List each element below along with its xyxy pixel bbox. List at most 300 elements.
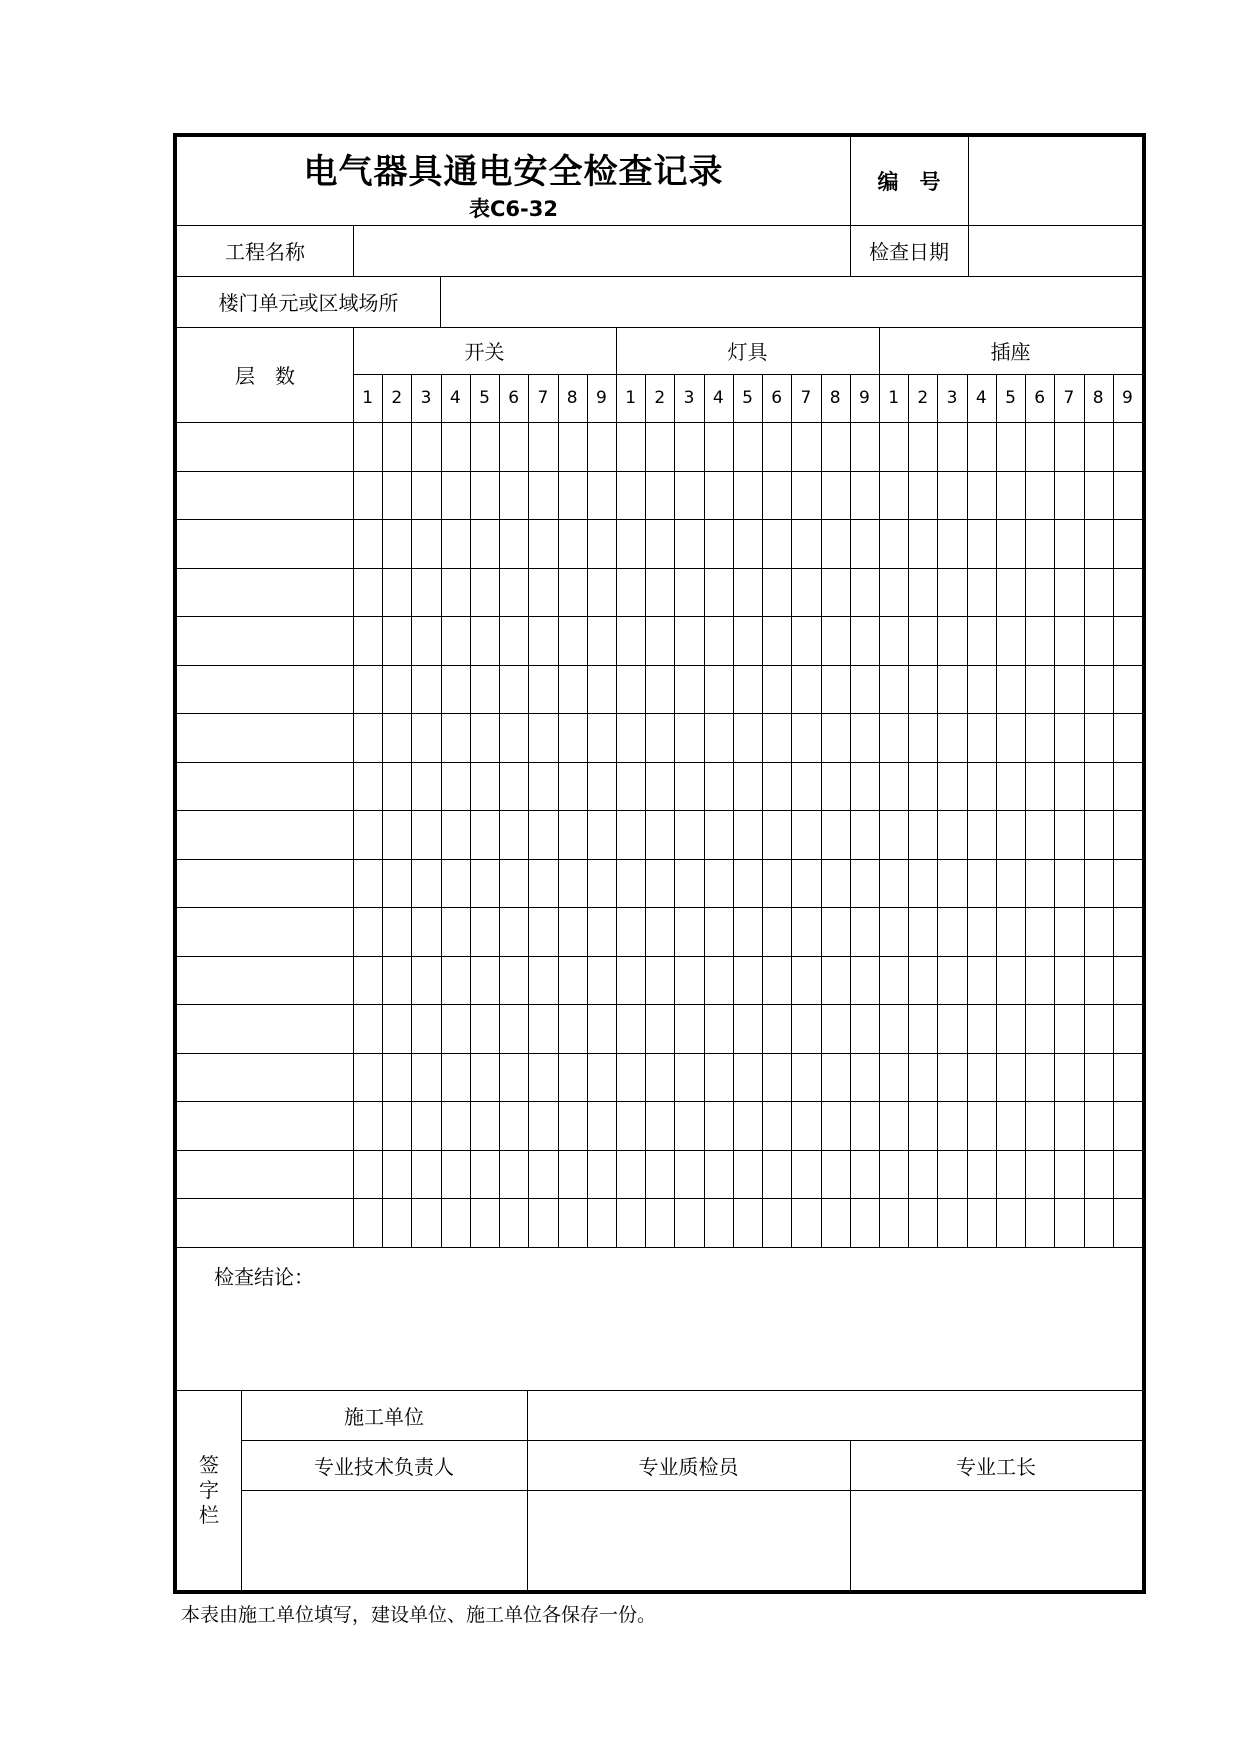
check-cell[interactable] bbox=[879, 1101, 908, 1150]
check-cell[interactable] bbox=[674, 1198, 703, 1247]
check-cell[interactable] bbox=[587, 519, 616, 568]
check-cell[interactable] bbox=[996, 1198, 1025, 1247]
check-cell[interactable] bbox=[791, 907, 820, 956]
check-cell[interactable] bbox=[1113, 956, 1142, 1005]
check-cell[interactable] bbox=[353, 1053, 382, 1102]
check-cell[interactable] bbox=[645, 1004, 674, 1053]
check-cell[interactable] bbox=[616, 810, 645, 859]
check-cell[interactable] bbox=[411, 519, 440, 568]
check-cell[interactable] bbox=[937, 1101, 966, 1150]
role-signature-field-3[interactable] bbox=[850, 1490, 1142, 1590]
check-cell[interactable] bbox=[616, 956, 645, 1005]
check-cell[interactable] bbox=[499, 1198, 528, 1247]
check-cell[interactable] bbox=[1084, 616, 1113, 665]
check-cell[interactable] bbox=[996, 568, 1025, 617]
check-cell[interactable] bbox=[528, 1053, 557, 1102]
check-cell[interactable] bbox=[1084, 422, 1113, 471]
check-cell[interactable] bbox=[558, 665, 587, 714]
check-cell[interactable] bbox=[558, 859, 587, 908]
check-cell[interactable] bbox=[499, 1150, 528, 1199]
check-cell[interactable] bbox=[587, 907, 616, 956]
check-cell[interactable] bbox=[733, 568, 762, 617]
check-cell[interactable] bbox=[1025, 1004, 1054, 1053]
check-cell[interactable] bbox=[441, 665, 470, 714]
check-cell[interactable] bbox=[733, 859, 762, 908]
check-cell[interactable] bbox=[908, 1004, 937, 1053]
check-cell[interactable] bbox=[762, 616, 791, 665]
check-cell[interactable] bbox=[821, 1004, 850, 1053]
check-cell[interactable] bbox=[411, 810, 440, 859]
check-cell[interactable] bbox=[616, 1101, 645, 1150]
check-cell[interactable] bbox=[382, 907, 411, 956]
check-cell[interactable] bbox=[762, 665, 791, 714]
check-cell[interactable] bbox=[1054, 713, 1083, 762]
check-cell[interactable] bbox=[762, 1198, 791, 1247]
check-cell[interactable] bbox=[411, 1101, 440, 1150]
check-cell[interactable] bbox=[1054, 568, 1083, 617]
check-cell[interactable] bbox=[353, 665, 382, 714]
check-cell[interactable] bbox=[499, 616, 528, 665]
check-cell[interactable] bbox=[353, 616, 382, 665]
check-cell[interactable] bbox=[733, 1053, 762, 1102]
check-cell[interactable] bbox=[996, 762, 1025, 811]
check-cell[interactable] bbox=[411, 859, 440, 908]
check-cell[interactable] bbox=[967, 1101, 996, 1150]
check-cell[interactable] bbox=[850, 568, 879, 617]
check-cell[interactable] bbox=[821, 1150, 850, 1199]
check-cell[interactable] bbox=[762, 422, 791, 471]
check-cell[interactable] bbox=[879, 810, 908, 859]
check-cell[interactable] bbox=[470, 859, 499, 908]
check-cell[interactable] bbox=[996, 859, 1025, 908]
check-cell[interactable] bbox=[558, 1101, 587, 1150]
check-cell[interactable] bbox=[704, 859, 733, 908]
check-cell[interactable] bbox=[674, 956, 703, 1005]
check-cell[interactable] bbox=[470, 1101, 499, 1150]
check-cell[interactable] bbox=[1113, 665, 1142, 714]
check-cell[interactable] bbox=[821, 1101, 850, 1150]
check-cell[interactable] bbox=[1025, 1101, 1054, 1150]
check-cell[interactable] bbox=[1113, 1101, 1142, 1150]
check-cell[interactable] bbox=[967, 956, 996, 1005]
check-cell[interactable] bbox=[528, 1004, 557, 1053]
floor-cell[interactable] bbox=[177, 519, 353, 568]
check-cell[interactable] bbox=[587, 1053, 616, 1102]
check-cell[interactable] bbox=[645, 519, 674, 568]
check-cell[interactable] bbox=[967, 471, 996, 520]
check-cell[interactable] bbox=[1054, 762, 1083, 811]
check-cell[interactable] bbox=[850, 713, 879, 762]
check-cell[interactable] bbox=[587, 956, 616, 1005]
check-cell[interactable] bbox=[470, 810, 499, 859]
check-cell[interactable] bbox=[528, 1198, 557, 1247]
check-cell[interactable] bbox=[528, 810, 557, 859]
check-cell[interactable] bbox=[382, 519, 411, 568]
check-cell[interactable] bbox=[821, 762, 850, 811]
check-cell[interactable] bbox=[850, 1053, 879, 1102]
check-cell[interactable] bbox=[528, 956, 557, 1005]
check-cell[interactable] bbox=[879, 471, 908, 520]
check-cell[interactable] bbox=[470, 1053, 499, 1102]
check-cell[interactable] bbox=[1054, 956, 1083, 1005]
check-cell[interactable] bbox=[996, 471, 1025, 520]
check-cell[interactable] bbox=[1025, 713, 1054, 762]
check-cell[interactable] bbox=[850, 907, 879, 956]
check-cell[interactable] bbox=[528, 665, 557, 714]
check-cell[interactable] bbox=[791, 1101, 820, 1150]
check-cell[interactable] bbox=[441, 519, 470, 568]
check-cell[interactable] bbox=[645, 1053, 674, 1102]
check-cell[interactable] bbox=[762, 519, 791, 568]
check-cell[interactable] bbox=[528, 471, 557, 520]
check-cell[interactable] bbox=[1054, 1101, 1083, 1150]
check-cell[interactable] bbox=[645, 1198, 674, 1247]
check-cell[interactable] bbox=[499, 568, 528, 617]
check-cell[interactable] bbox=[908, 1053, 937, 1102]
check-cell[interactable] bbox=[908, 956, 937, 1005]
check-cell[interactable] bbox=[558, 810, 587, 859]
project-name-field[interactable] bbox=[353, 225, 850, 276]
check-cell[interactable] bbox=[996, 519, 1025, 568]
check-cell[interactable] bbox=[411, 956, 440, 1005]
floor-cell[interactable] bbox=[177, 956, 353, 1005]
check-cell[interactable] bbox=[470, 1150, 499, 1199]
floor-cell[interactable] bbox=[177, 1004, 353, 1053]
check-cell[interactable] bbox=[908, 1101, 937, 1150]
check-cell[interactable] bbox=[353, 1198, 382, 1247]
check-cell[interactable] bbox=[587, 859, 616, 908]
check-cell[interactable] bbox=[879, 568, 908, 617]
check-cell[interactable] bbox=[499, 471, 528, 520]
check-cell[interactable] bbox=[528, 1150, 557, 1199]
check-cell[interactable] bbox=[382, 568, 411, 617]
check-cell[interactable] bbox=[791, 616, 820, 665]
check-cell[interactable] bbox=[821, 568, 850, 617]
check-cell[interactable] bbox=[762, 810, 791, 859]
check-cell[interactable] bbox=[558, 568, 587, 617]
check-cell[interactable] bbox=[1025, 1150, 1054, 1199]
check-cell[interactable] bbox=[441, 471, 470, 520]
check-cell[interactable] bbox=[967, 665, 996, 714]
check-cell[interactable] bbox=[382, 1198, 411, 1247]
check-cell[interactable] bbox=[470, 956, 499, 1005]
check-cell[interactable] bbox=[879, 713, 908, 762]
check-cell[interactable] bbox=[908, 907, 937, 956]
check-cell[interactable] bbox=[791, 1004, 820, 1053]
check-cell[interactable] bbox=[762, 907, 791, 956]
check-cell[interactable] bbox=[850, 1150, 879, 1199]
check-cell[interactable] bbox=[411, 422, 440, 471]
check-cell[interactable] bbox=[791, 1198, 820, 1247]
check-cell[interactable] bbox=[528, 1101, 557, 1150]
check-cell[interactable] bbox=[353, 471, 382, 520]
check-cell[interactable] bbox=[674, 568, 703, 617]
check-cell[interactable] bbox=[850, 1198, 879, 1247]
check-cell[interactable] bbox=[908, 1198, 937, 1247]
check-cell[interactable] bbox=[937, 762, 966, 811]
check-cell[interactable] bbox=[558, 422, 587, 471]
check-cell[interactable] bbox=[353, 422, 382, 471]
check-cell[interactable] bbox=[908, 1150, 937, 1199]
check-cell[interactable] bbox=[733, 665, 762, 714]
check-cell[interactable] bbox=[645, 1150, 674, 1199]
check-cell[interactable] bbox=[616, 616, 645, 665]
check-cell[interactable] bbox=[616, 1004, 645, 1053]
check-cell[interactable] bbox=[499, 810, 528, 859]
check-cell[interactable] bbox=[791, 665, 820, 714]
check-cell[interactable] bbox=[558, 1053, 587, 1102]
check-cell[interactable] bbox=[587, 471, 616, 520]
check-cell[interactable] bbox=[762, 471, 791, 520]
check-cell[interactable] bbox=[499, 859, 528, 908]
check-cell[interactable] bbox=[1025, 568, 1054, 617]
check-cell[interactable] bbox=[499, 665, 528, 714]
check-cell[interactable] bbox=[353, 519, 382, 568]
check-cell[interactable] bbox=[850, 762, 879, 811]
check-cell[interactable] bbox=[499, 713, 528, 762]
check-cell[interactable] bbox=[879, 1053, 908, 1102]
check-cell[interactable] bbox=[441, 568, 470, 617]
check-cell[interactable] bbox=[733, 907, 762, 956]
check-cell[interactable] bbox=[791, 1053, 820, 1102]
check-cell[interactable] bbox=[674, 422, 703, 471]
check-cell[interactable] bbox=[1054, 1150, 1083, 1199]
check-cell[interactable] bbox=[499, 519, 528, 568]
construction-unit-field[interactable] bbox=[527, 1390, 1142, 1440]
check-cell[interactable] bbox=[1113, 616, 1142, 665]
check-cell[interactable] bbox=[645, 422, 674, 471]
check-cell[interactable] bbox=[558, 519, 587, 568]
check-cell[interactable] bbox=[587, 1198, 616, 1247]
check-cell[interactable] bbox=[1054, 519, 1083, 568]
check-cell[interactable] bbox=[470, 665, 499, 714]
check-cell[interactable] bbox=[616, 1198, 645, 1247]
check-cell[interactable] bbox=[967, 762, 996, 811]
check-cell[interactable] bbox=[411, 1198, 440, 1247]
check-cell[interactable] bbox=[850, 1004, 879, 1053]
check-cell[interactable] bbox=[1113, 907, 1142, 956]
check-cell[interactable] bbox=[411, 713, 440, 762]
check-cell[interactable] bbox=[441, 616, 470, 665]
check-cell[interactable] bbox=[850, 422, 879, 471]
check-cell[interactable] bbox=[382, 956, 411, 1005]
check-cell[interactable] bbox=[879, 859, 908, 908]
check-cell[interactable] bbox=[353, 1004, 382, 1053]
check-cell[interactable] bbox=[1113, 1053, 1142, 1102]
check-cell[interactable] bbox=[996, 907, 1025, 956]
check-cell[interactable] bbox=[879, 1150, 908, 1199]
check-cell[interactable] bbox=[704, 1053, 733, 1102]
check-cell[interactable] bbox=[1084, 762, 1113, 811]
check-cell[interactable] bbox=[470, 471, 499, 520]
check-cell[interactable] bbox=[733, 713, 762, 762]
check-cell[interactable] bbox=[1084, 1101, 1113, 1150]
check-cell[interactable] bbox=[558, 956, 587, 1005]
check-cell[interactable] bbox=[908, 616, 937, 665]
check-cell[interactable] bbox=[879, 1004, 908, 1053]
check-cell[interactable] bbox=[1054, 859, 1083, 908]
check-cell[interactable] bbox=[967, 616, 996, 665]
check-cell[interactable] bbox=[1054, 1004, 1083, 1053]
check-cell[interactable] bbox=[821, 810, 850, 859]
check-cell[interactable] bbox=[704, 422, 733, 471]
check-cell[interactable] bbox=[908, 859, 937, 908]
check-cell[interactable] bbox=[382, 1150, 411, 1199]
check-cell[interactable] bbox=[937, 810, 966, 859]
check-cell[interactable] bbox=[470, 713, 499, 762]
check-cell[interactable] bbox=[850, 956, 879, 1005]
check-cell[interactable] bbox=[616, 1150, 645, 1199]
check-cell[interactable] bbox=[558, 713, 587, 762]
check-cell[interactable] bbox=[733, 762, 762, 811]
check-cell[interactable] bbox=[1113, 762, 1142, 811]
floor-cell[interactable] bbox=[177, 616, 353, 665]
check-cell[interactable] bbox=[382, 859, 411, 908]
check-cell[interactable] bbox=[1084, 907, 1113, 956]
check-cell[interactable] bbox=[821, 471, 850, 520]
check-cell[interactable] bbox=[937, 713, 966, 762]
check-cell[interactable] bbox=[908, 713, 937, 762]
check-cell[interactable] bbox=[996, 1101, 1025, 1150]
check-cell[interactable] bbox=[470, 1004, 499, 1053]
check-cell[interactable] bbox=[411, 568, 440, 617]
check-cell[interactable] bbox=[441, 1053, 470, 1102]
check-cell[interactable] bbox=[762, 1004, 791, 1053]
check-cell[interactable] bbox=[908, 471, 937, 520]
check-cell[interactable] bbox=[850, 810, 879, 859]
check-cell[interactable] bbox=[791, 713, 820, 762]
check-cell[interactable] bbox=[674, 519, 703, 568]
check-cell[interactable] bbox=[967, 810, 996, 859]
check-cell[interactable] bbox=[1084, 471, 1113, 520]
floor-cell[interactable] bbox=[177, 665, 353, 714]
check-cell[interactable] bbox=[382, 810, 411, 859]
check-cell[interactable] bbox=[937, 1150, 966, 1199]
floor-cell[interactable] bbox=[177, 907, 353, 956]
check-cell[interactable] bbox=[791, 859, 820, 908]
check-cell[interactable] bbox=[499, 1004, 528, 1053]
check-cell[interactable] bbox=[908, 422, 937, 471]
check-cell[interactable] bbox=[616, 713, 645, 762]
check-cell[interactable] bbox=[879, 616, 908, 665]
check-cell[interactable] bbox=[441, 810, 470, 859]
check-cell[interactable] bbox=[1113, 1150, 1142, 1199]
check-cell[interactable] bbox=[353, 859, 382, 908]
check-cell[interactable] bbox=[821, 519, 850, 568]
check-cell[interactable] bbox=[791, 810, 820, 859]
check-cell[interactable] bbox=[382, 422, 411, 471]
check-cell[interactable] bbox=[1025, 1198, 1054, 1247]
check-cell[interactable] bbox=[937, 956, 966, 1005]
check-cell[interactable] bbox=[558, 1004, 587, 1053]
check-cell[interactable] bbox=[704, 956, 733, 1005]
check-cell[interactable] bbox=[674, 616, 703, 665]
check-cell[interactable] bbox=[616, 859, 645, 908]
check-cell[interactable] bbox=[382, 762, 411, 811]
check-cell[interactable] bbox=[967, 568, 996, 617]
check-cell[interactable] bbox=[674, 907, 703, 956]
check-cell[interactable] bbox=[411, 1004, 440, 1053]
check-cell[interactable] bbox=[382, 471, 411, 520]
check-cell[interactable] bbox=[441, 1004, 470, 1053]
location-field[interactable] bbox=[440, 276, 1142, 327]
check-cell[interactable] bbox=[499, 1053, 528, 1102]
check-cell[interactable] bbox=[558, 1198, 587, 1247]
check-cell[interactable] bbox=[470, 762, 499, 811]
check-cell[interactable] bbox=[645, 616, 674, 665]
check-cell[interactable] bbox=[616, 568, 645, 617]
check-cell[interactable] bbox=[674, 665, 703, 714]
check-cell[interactable] bbox=[616, 665, 645, 714]
check-cell[interactable] bbox=[762, 859, 791, 908]
check-cell[interactable] bbox=[674, 471, 703, 520]
check-cell[interactable] bbox=[1084, 568, 1113, 617]
check-cell[interactable] bbox=[1113, 471, 1142, 520]
check-cell[interactable] bbox=[704, 907, 733, 956]
check-cell[interactable] bbox=[499, 422, 528, 471]
conclusion-area[interactable] bbox=[177, 1247, 1142, 1390]
check-cell[interactable] bbox=[879, 519, 908, 568]
check-cell[interactable] bbox=[791, 519, 820, 568]
check-cell[interactable] bbox=[382, 616, 411, 665]
check-cell[interactable] bbox=[937, 471, 966, 520]
check-cell[interactable] bbox=[791, 956, 820, 1005]
check-cell[interactable] bbox=[645, 665, 674, 714]
check-cell[interactable] bbox=[1025, 1053, 1054, 1102]
check-cell[interactable] bbox=[996, 956, 1025, 1005]
check-cell[interactable] bbox=[821, 1053, 850, 1102]
check-cell[interactable] bbox=[411, 665, 440, 714]
floor-cell[interactable] bbox=[177, 422, 353, 471]
check-cell[interactable] bbox=[704, 665, 733, 714]
check-cell[interactable] bbox=[1025, 810, 1054, 859]
check-cell[interactable] bbox=[1025, 762, 1054, 811]
check-cell[interactable] bbox=[762, 1101, 791, 1150]
check-cell[interactable] bbox=[528, 907, 557, 956]
check-cell[interactable] bbox=[791, 471, 820, 520]
check-cell[interactable] bbox=[879, 665, 908, 714]
check-cell[interactable] bbox=[674, 1053, 703, 1102]
check-cell[interactable] bbox=[558, 471, 587, 520]
check-cell[interactable] bbox=[528, 713, 557, 762]
check-cell[interactable] bbox=[821, 422, 850, 471]
check-cell[interactable] bbox=[821, 616, 850, 665]
check-cell[interactable] bbox=[645, 956, 674, 1005]
floor-cell[interactable] bbox=[177, 568, 353, 617]
check-cell[interactable] bbox=[645, 907, 674, 956]
check-cell[interactable] bbox=[1113, 810, 1142, 859]
check-cell[interactable] bbox=[704, 519, 733, 568]
check-cell[interactable] bbox=[996, 1150, 1025, 1199]
check-cell[interactable] bbox=[382, 1053, 411, 1102]
check-cell[interactable] bbox=[967, 1198, 996, 1247]
check-cell[interactable] bbox=[704, 810, 733, 859]
check-cell[interactable] bbox=[558, 907, 587, 956]
check-cell[interactable] bbox=[1084, 713, 1113, 762]
check-cell[interactable] bbox=[674, 859, 703, 908]
check-cell[interactable] bbox=[499, 956, 528, 1005]
check-cell[interactable] bbox=[470, 1198, 499, 1247]
check-cell[interactable] bbox=[996, 616, 1025, 665]
check-cell[interactable] bbox=[645, 762, 674, 811]
check-cell[interactable] bbox=[1113, 713, 1142, 762]
check-cell[interactable] bbox=[704, 713, 733, 762]
check-cell[interactable] bbox=[733, 810, 762, 859]
check-cell[interactable] bbox=[616, 762, 645, 811]
check-cell[interactable] bbox=[411, 1053, 440, 1102]
floor-cell[interactable] bbox=[177, 859, 353, 908]
check-cell[interactable] bbox=[967, 1004, 996, 1053]
